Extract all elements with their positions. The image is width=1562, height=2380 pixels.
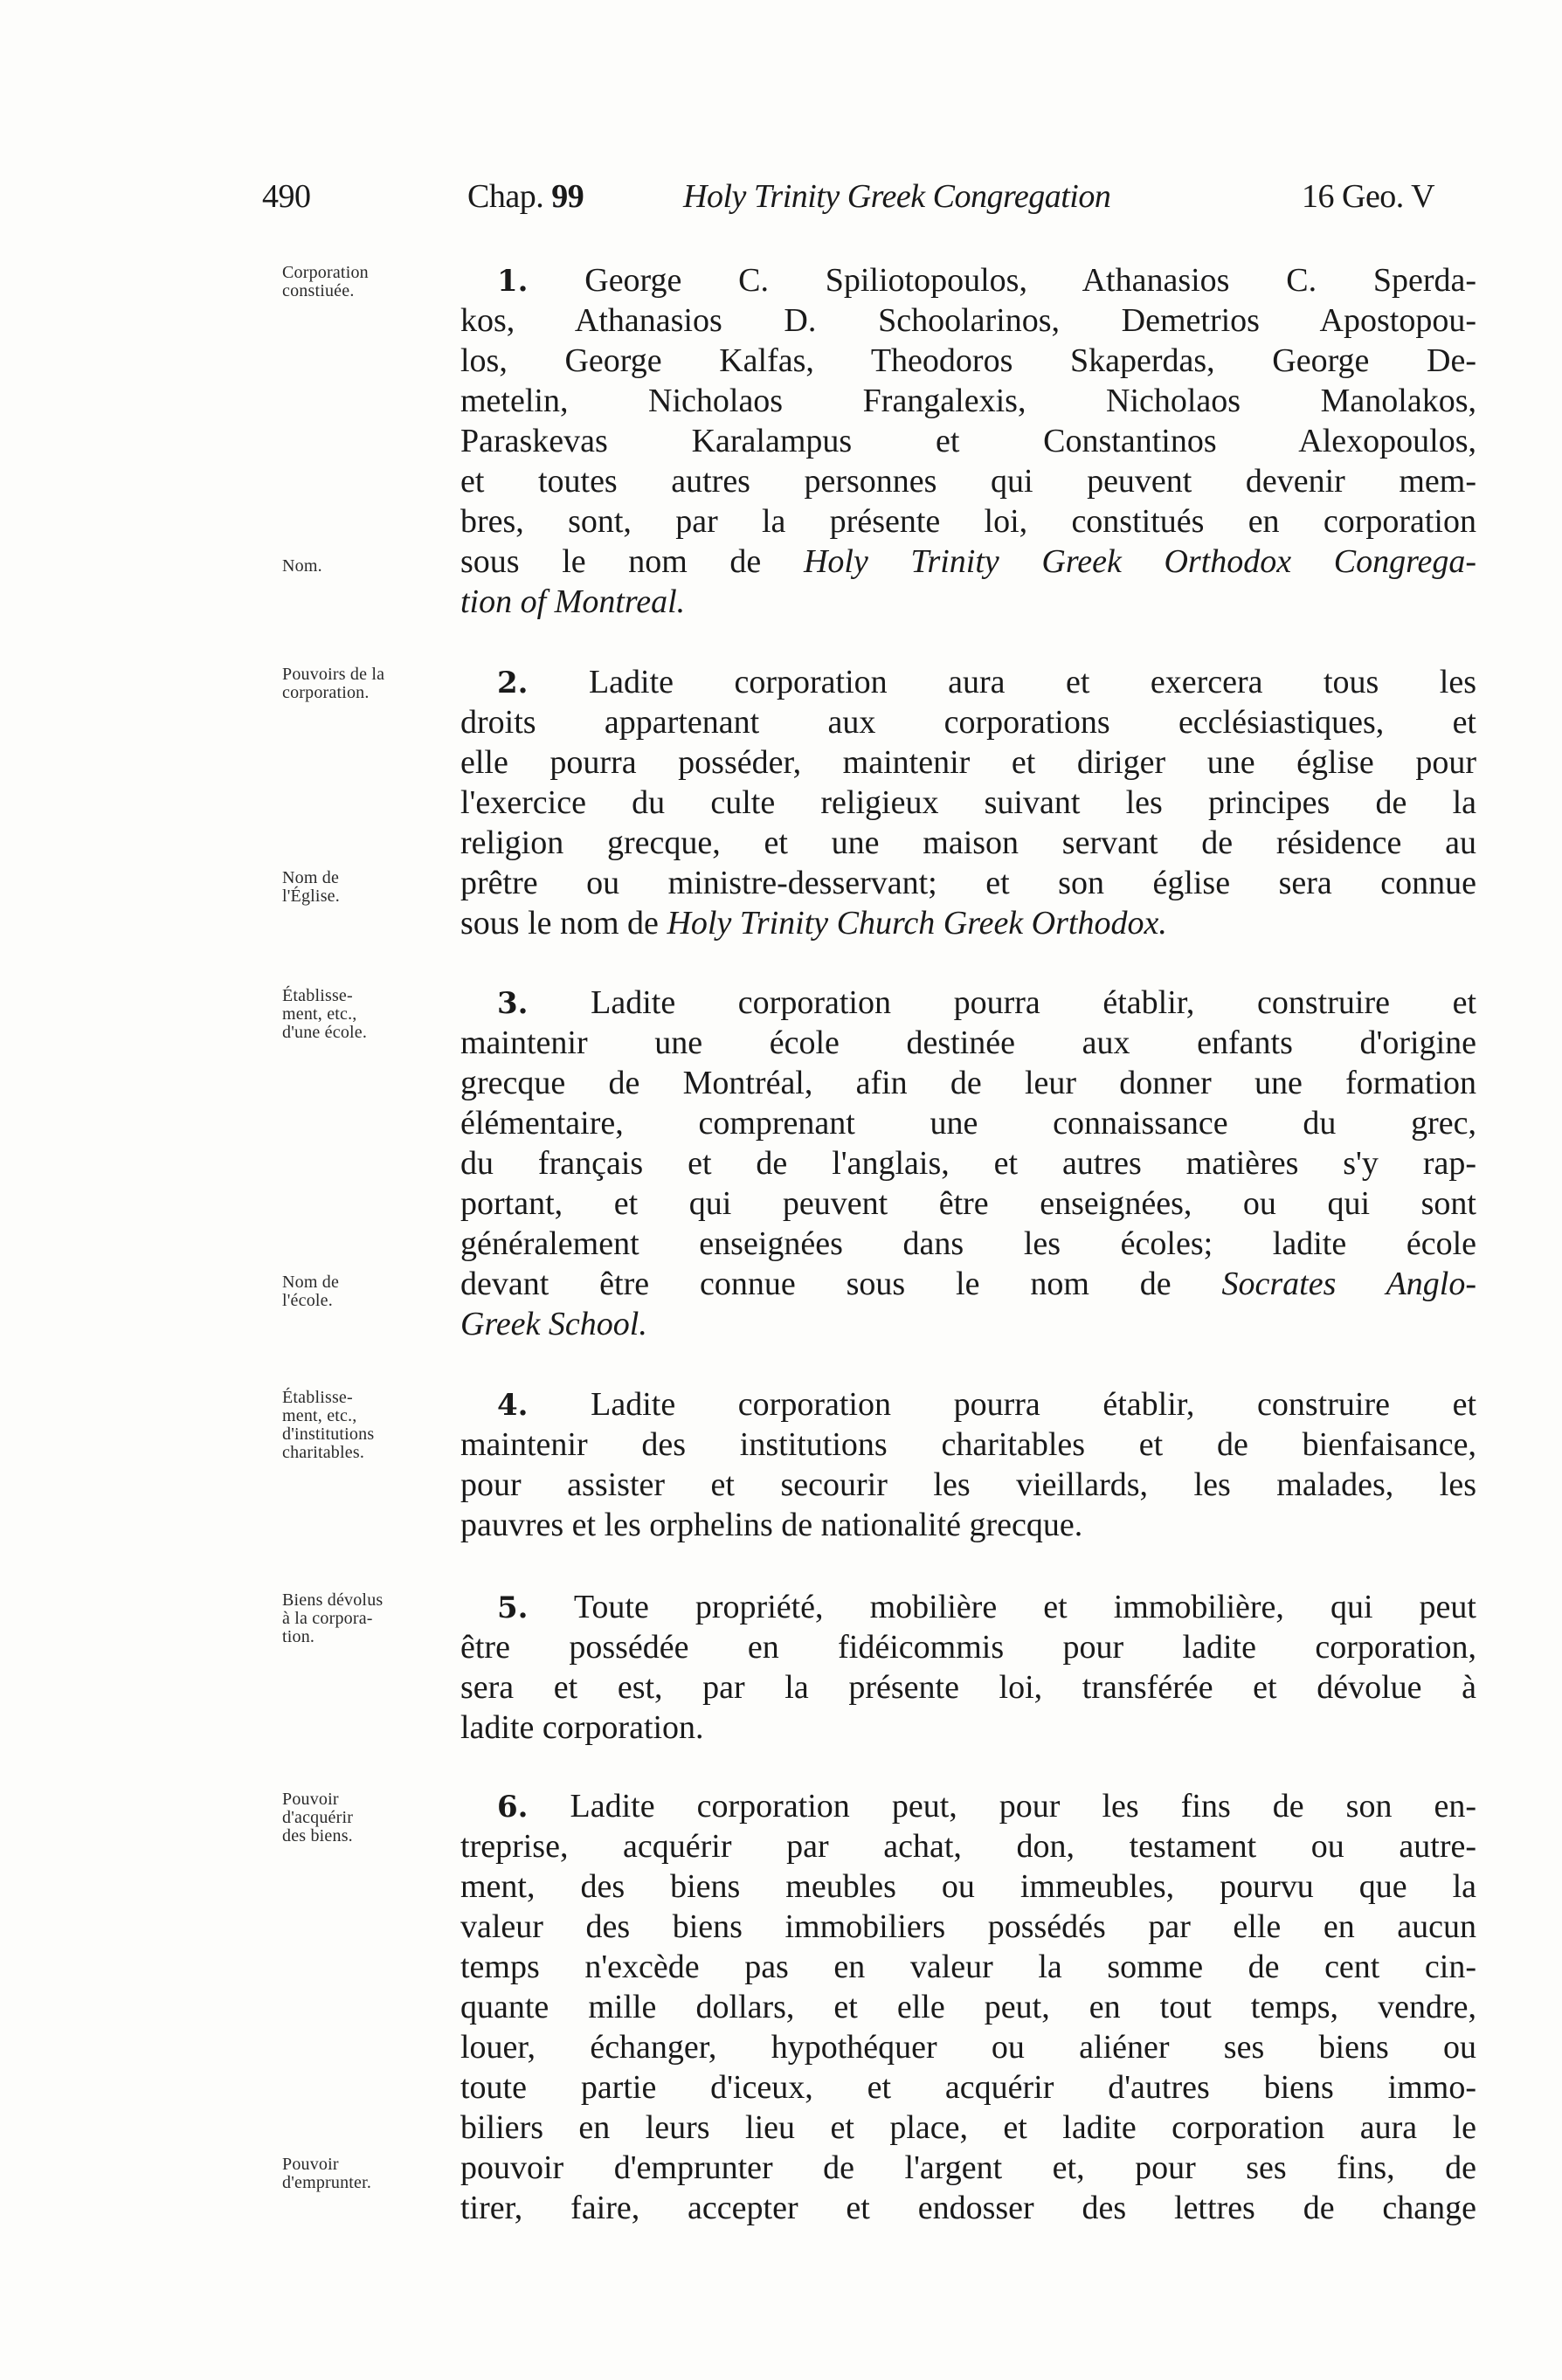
section-text: Ladite corporation pourra établir, construire et <box>591 984 1477 1021</box>
margin-note-line: d'institutions <box>282 1425 375 1444</box>
section-number: 5. <box>497 1590 529 1625</box>
section-4 <box>460 1384 1476 1545</box>
margin-note-line: d'emprunter. <box>282 2173 372 2192</box>
chapter-prefix: Chap. <box>467 178 544 215</box>
page-number: 490 <box>262 178 311 215</box>
margin-note-biens-devolus <box>282 1591 457 1646</box>
section-line: sera et est, par la présente loi, transférée et dévolue à <box>460 1669 1476 1706</box>
running-title: Holy Trinity Greek Congregation <box>683 178 1111 215</box>
section-line: Paraskevas Karalampus et Constantinos Alexopoulos, <box>460 423 1476 459</box>
section-line: maintenir une école destinée aux enfants d'origine <box>460 1024 1476 1061</box>
section-line <box>460 260 1476 300</box>
session-label: 16 Geo. V <box>1302 178 1435 215</box>
section-text: sous le nom de <box>460 543 804 580</box>
section-line: pour assister et secourir les vieillards, les malades, les <box>460 1466 1476 1503</box>
section-text: George C. Spiliotopoulos, Athanasios C. Sperda- <box>584 262 1476 299</box>
section-6 <box>460 1786 1476 2228</box>
section-line <box>460 1264 1476 1304</box>
section-line: tirer, faire, accepter et endosser des lettres de change <box>460 2190 1476 2226</box>
section-text: Ladite corporation aura et exercera tous les <box>588 664 1476 700</box>
section-line <box>460 983 1476 1023</box>
section-number: 3. <box>497 986 529 1021</box>
margin-note-line: Nom de <box>282 868 340 887</box>
section-line: elle pourra posséder, maintenir et diriger une église pour <box>460 744 1476 781</box>
section-line: quante mille dollars, et elle peut, en tout temps, vendre, <box>460 1989 1476 2025</box>
margin-note-line: des biens. <box>282 1826 353 1845</box>
section-number: 2. <box>497 666 529 700</box>
section-line: bres, sont, par la présente loi, constitués en corporation <box>460 503 1476 540</box>
margin-note-line: Pouvoirs de la <box>282 665 385 684</box>
section-text: Ladite corporation pourra établir, construire et <box>591 1386 1477 1423</box>
section-line: ment, des biens meubles ou immeubles, pourvu que la <box>460 1868 1476 1905</box>
margin-note-line: d'acquérir <box>282 1808 354 1827</box>
section-line <box>460 1587 1476 1627</box>
margin-note-pouvoirs <box>282 666 457 702</box>
margin-note-line: corporation. <box>282 683 370 702</box>
section-2 <box>460 662 1476 943</box>
margin-note-line: ment, etc., <box>282 1406 357 1425</box>
section-line: Greek School. <box>460 1306 647 1342</box>
section-text: Toute propriété, mobilière et immobilière, qui peut <box>573 1589 1476 1625</box>
chapter-label <box>467 175 584 218</box>
margin-note-line: Établisse- <box>282 986 353 1005</box>
margin-note-line: Établisse- <box>282 1388 353 1407</box>
section-line: metelin, Nicholaos Frangalexis, Nicholaos Manolakos, <box>460 383 1476 419</box>
school-name: Socrates Anglo- <box>1221 1266 1476 1302</box>
section-1 <box>460 260 1476 622</box>
section-line <box>460 1786 1476 1826</box>
section-line: grecque de Montréal, afin de leur donner une formation <box>460 1065 1476 1101</box>
margin-note-line: ment, etc., <box>282 1004 357 1024</box>
margin-note-pouvoir-emprunter <box>282 2156 457 2192</box>
section-number: 6. <box>497 1790 529 1825</box>
church-name: Holy Trinity Church Greek Orthodox. <box>667 905 1167 942</box>
section-line: pouvoir d'emprunter de l'argent et, pour ses fins, de <box>460 2149 1476 2186</box>
margin-note-line: charitables. <box>282 1443 365 1462</box>
section-line: élémentaire, comprenant une connaissance du grec, <box>460 1105 1476 1142</box>
margin-note-line: Pouvoir <box>282 2155 339 2174</box>
margin-note-line: Nom de <box>282 1273 340 1292</box>
section-text: devant être connue sous le nom de <box>460 1266 1222 1302</box>
section-line: religion grecque, et une maison servant de résidence au <box>460 824 1476 861</box>
section-line: ladite corporation. <box>460 1709 704 1746</box>
section-line <box>460 903 1476 943</box>
section-line: pauvres et les orphelins de nationalité grecque. <box>460 1507 1083 1543</box>
margin-note-institutions-charitables <box>282 1389 457 1462</box>
margin-note-nom-ecole <box>282 1273 457 1310</box>
margin-note-line: Pouvoir <box>282 1790 339 1809</box>
section-text: Ladite corporation peut, pour les fins de son en- <box>570 1788 1477 1825</box>
section-line <box>460 542 1476 582</box>
section-line: du français et de l'anglais, et autres matières s'y rap- <box>460 1145 1476 1182</box>
margin-note-corporation-constituee <box>282 264 457 300</box>
margin-note-pouvoir-acquerir <box>282 1790 457 1845</box>
section-line: portant, et qui peuvent être enseignées, ou qui sont <box>460 1185 1476 1222</box>
section-line: généralement enseignées dans les écoles; ladite école <box>460 1225 1476 1262</box>
chapter-number: 99 <box>551 178 584 215</box>
section-line: prêtre ou ministre-desservant; et son église sera connue <box>460 865 1476 901</box>
section-line: droits appartenant aux corporations ecclésiastiques, et <box>460 704 1476 741</box>
section-line: l'exercice du culte religieux suivant les principes de la <box>460 784 1476 821</box>
section-line: et toutes autres personnes qui peuvent devenir mem- <box>460 463 1476 500</box>
corporation-name: Holy Trinity Greek Orthodox Congrega- <box>803 543 1476 580</box>
section-line: être possédée en fidéicommis pour ladite corporation, <box>460 1629 1476 1666</box>
section-line: biliers en leurs lieu et place, et ladite corporation aura le <box>460 2109 1476 2146</box>
margin-note-line: Biens dévolus <box>282 1590 384 1610</box>
margin-note-line: l'école. <box>282 1291 333 1310</box>
margin-note-line: Nom. <box>282 556 322 576</box>
section-number: 1. <box>497 264 529 299</box>
margin-note-line: tion. <box>282 1627 315 1646</box>
section-3 <box>460 983 1476 1344</box>
section-line: los, George Kalfas, Theodoros Skaperdas, George De- <box>460 342 1476 379</box>
section-line: valeur des biens immobiliers possédés par elle en aucun <box>460 1908 1476 1945</box>
section-line <box>460 1384 1476 1425</box>
section-line: kos, Athanasios D. Schoolarinos, Demetrios Apostopou- <box>460 302 1476 339</box>
section-line <box>460 662 1476 702</box>
margin-note-line: l'Église. <box>282 886 340 906</box>
margin-note-line: d'une école. <box>282 1023 368 1042</box>
margin-note-line: constiuée. <box>282 281 355 300</box>
section-text: sous le nom de <box>460 905 667 942</box>
section-line: treprise, acquérir par achat, don, testament ou autre- <box>460 1828 1476 1865</box>
margin-note-nom-eglise <box>282 869 457 906</box>
margin-note-line: à la corpora- <box>282 1609 373 1628</box>
section-number: 4. <box>497 1388 529 1423</box>
section-line: temps n'excède pas en valeur la somme de cent cin- <box>460 1949 1476 1985</box>
margin-note-nom <box>282 557 457 576</box>
section-line: toute partie d'iceux, et acquérir d'autres biens immo- <box>460 2069 1476 2106</box>
margin-note-line: Corporation <box>282 263 369 282</box>
running-header <box>262 175 1485 218</box>
section-5 <box>460 1587 1476 1748</box>
section-line: maintenir des institutions charitables et de bienfaisance, <box>460 1426 1476 1463</box>
section-line: tion of Montreal. <box>460 583 686 620</box>
section-line: louer, échanger, hypothéquer ou aliéner ses biens ou <box>460 2029 1476 2066</box>
margin-note-etablissement-ecole <box>282 987 457 1042</box>
